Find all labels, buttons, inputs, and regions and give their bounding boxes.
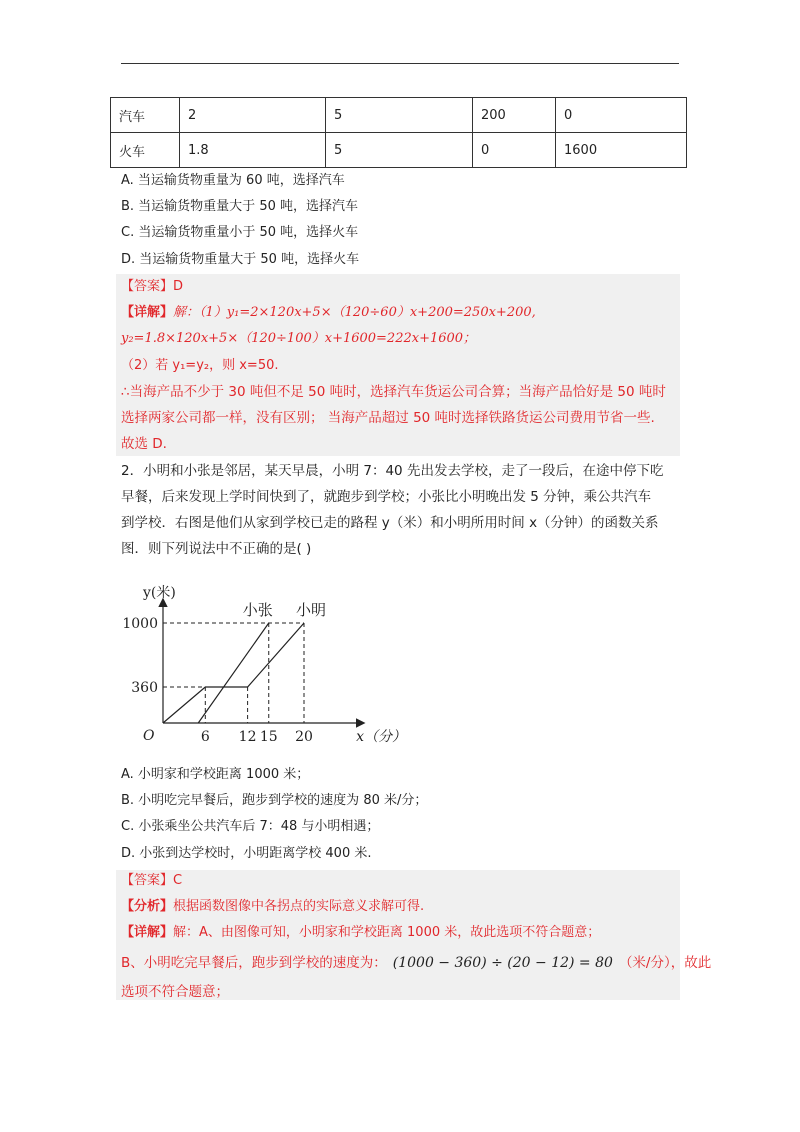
table-row [111, 133, 687, 168]
q2-option-c: C. 小张乘坐公共汽车后 7：48 与小明相遇； [121, 819, 380, 834]
q1-detail-5: 选择两家公司都一样，没有区别； 当海产品超过 50 吨时选择铁路货运公司费用节省一些. [121, 410, 655, 426]
freight-table [110, 97, 687, 168]
table-cell: 2 [180, 98, 326, 133]
q2-detail-3: 选项不符合题意； [121, 984, 229, 1000]
x-axis-label: x（分） [356, 729, 407, 745]
distance-time-chart [118, 575, 407, 755]
x-tick-label: 15 [259, 729, 278, 745]
y-tick-label: 360 [131, 680, 158, 696]
x-tick-label: 6 [200, 729, 210, 745]
q1-detail-2: y₂=1.8×120x+5×（120÷100）x+1600=222x+1600； [121, 331, 477, 346]
analysis-text: 根据函数图像中各拐点的实际意义求解可得. [173, 899, 425, 914]
q1-option-b: B. 当运输货物重量大于 50 吨，选择汽车 [121, 199, 358, 214]
series-label-xiaozhang: 小张 [242, 601, 273, 619]
x-tick-label: 20 [295, 729, 313, 745]
q2-detail-1 [121, 924, 600, 942]
q2-stem-2: 早餐，后来发现上学时间快到了，就跑步到学校；小张比小明晚出发 5 分钟，乘公共汽车 [121, 489, 652, 505]
q2-answer: 【答案】C [121, 873, 183, 888]
speed-formula: (1000 − 360) ÷ (20 − 12) = 80 [392, 955, 613, 971]
detail-label: 【详解】 [121, 925, 174, 940]
series-xiaozhang-line [198, 623, 269, 723]
q1-detail-6: 故选 D. [121, 436, 167, 452]
header-rule [121, 63, 679, 64]
origin-label: O [143, 728, 155, 744]
y-tick-label: 1000 [122, 616, 158, 632]
detail-text: 解：（1）y₁=2×120x+5×（120÷60）x+200=250x+200, [173, 305, 536, 320]
series-label-xiaoming: 小明 [296, 601, 327, 619]
q2-option-d: D. 小张到达学校时，小明距离学校 400 米. [121, 846, 372, 861]
table-cell: 200 [473, 98, 556, 133]
q2-option-a: A. 小明家和学校距离 1000 米； [121, 767, 310, 782]
table-cell: 5 [326, 133, 473, 168]
table-cell: 0 [556, 98, 687, 133]
q1-detail-4: ∴当海产品不少于 30 吨但不足 50 吨时，选择汽车货运公司合算；当海产品恰好是 50 吨时 [121, 384, 666, 400]
y-axis-label: y(米) [143, 585, 176, 601]
q1-answer: 【答案】D [121, 279, 184, 294]
detail-label: 【详解】 [121, 305, 174, 320]
q2-stem-3: 到学校．右图是他们从家到学校已走的路程 y（米）和小明所用时间 x（分钟）的函数关系 [121, 515, 659, 531]
q2-stem-1: 2．小明和小张是邻居，某天早晨，小明 7：40 先出发去学校，走了一段后，在途中停下吃 [121, 463, 664, 479]
q1-detail-1 [121, 304, 536, 322]
q1-option-c: C. 当运输货物重量小于 50 吨，选择火车 [121, 225, 359, 240]
q2-detail-2 [121, 954, 711, 972]
x-tick-label: 12 [238, 729, 257, 745]
table-cell: 火车 [111, 133, 180, 168]
analysis-label: 【分析】 [121, 899, 174, 914]
q2-analysis [121, 898, 424, 916]
q1-option-d: D. 当运输货物重量大于 50 吨，选择火车 [121, 252, 360, 267]
q2-option-b: B. 小明吃完早餐后，跑步到学校的速度为 80 米/分； [121, 793, 428, 808]
table-cell: 5 [326, 98, 473, 133]
detail-text: B、小明吃完早餐后，跑步到学校的速度为： [121, 955, 387, 971]
q2-stem-4: 图．则下列说法中不正确的是( ) [121, 541, 312, 557]
q1-option-a: A. 当运输货物重量为 60 吨，选择汽车 [121, 173, 345, 188]
detail-text: 解：A、由图像可知，小明家和学校距离 1000 米，故此选项不符合题意； [173, 925, 601, 940]
detail-text: （米/分），故此 [618, 955, 712, 971]
table-row [111, 98, 687, 133]
q1-detail-3: （2）若 y₁=y₂，则 x=50. [121, 358, 279, 373]
table-cell: 1.8 [180, 133, 326, 168]
table-cell: 汽车 [111, 98, 180, 133]
table-cell: 1600 [556, 133, 687, 168]
table-cell: 0 [473, 133, 556, 168]
